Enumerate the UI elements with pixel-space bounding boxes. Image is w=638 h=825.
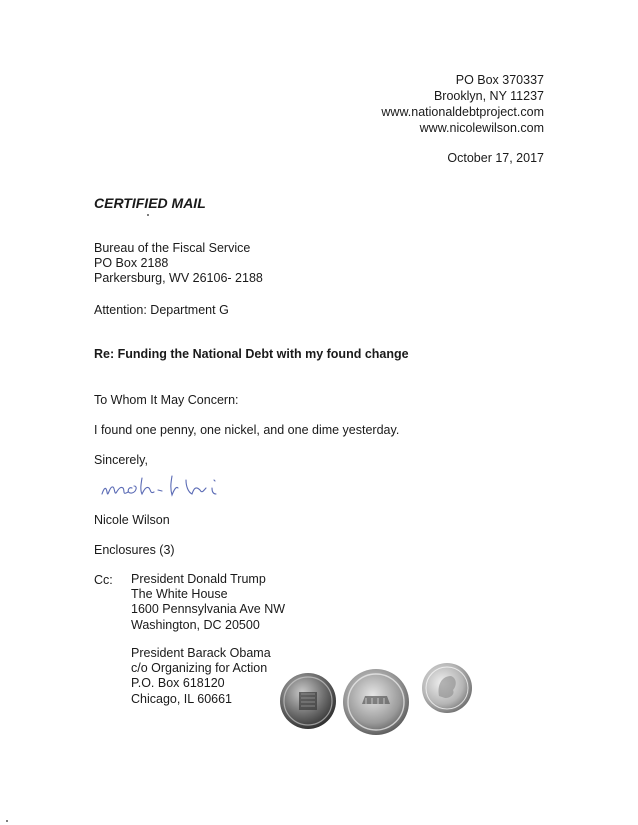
dime-coin-image [421,662,473,714]
cc-recipient-2 [131,646,271,707]
sender-city: Brooklyn, NY 11237 [433,89,544,103]
cc-recipient-1 [131,572,285,633]
scan-speck [147,214,149,216]
certified-mail-heading: CERTIFIED MAIL [94,195,206,211]
letter-body: I found one penny, one nickel, and one dime yesterday. [94,423,400,437]
cc1-line-2: The White House [131,587,228,602]
recipient-line-2: PO Box 2188 [94,256,169,271]
sender-website-2: www.nicolewilson.com [419,121,544,135]
recipient-line-1: Bureau of the Fiscal Service [94,241,251,255]
sender-po-box: PO Box 370337 [455,73,544,87]
enclosures-line: Enclosures (3) [94,543,175,557]
cc2-line-2: c/o Organizing for Action [131,661,268,676]
cc1-line-3: 1600 Pennsylvania Ave NW [131,602,286,617]
cc2-line-4: Chicago, IL 60661 [131,691,233,706]
subject-line: Re: Funding the National Debt with my found change [94,347,409,361]
attention-line: Attention: Department G [94,303,229,317]
salutation: To Whom It May Concern: [94,393,239,407]
letter-date: October 17, 2017 [447,151,544,165]
cc2-line-3: P.O. Box 618120 [131,676,225,691]
sender-website-1: www.nationaldebtproject.com [381,105,544,119]
closing: Sincerely, [94,453,148,467]
cc-label: Cc: [94,573,113,587]
penny-coin-image [279,672,337,730]
cc1-line-4: Washington, DC 20500 [131,617,260,632]
cc1-line-1: President Donald Trump [131,572,266,586]
nickel-coin-image [342,668,410,736]
cc2-line-1: President Barack Obama [131,646,271,660]
recipient-address [94,241,263,287]
signer-name: Nicole Wilson [94,513,170,527]
handwritten-signature [98,468,258,508]
recipient-line-3: Parkersburg, WV 26106- 2188 [94,271,263,286]
scan-speck [6,820,8,822]
